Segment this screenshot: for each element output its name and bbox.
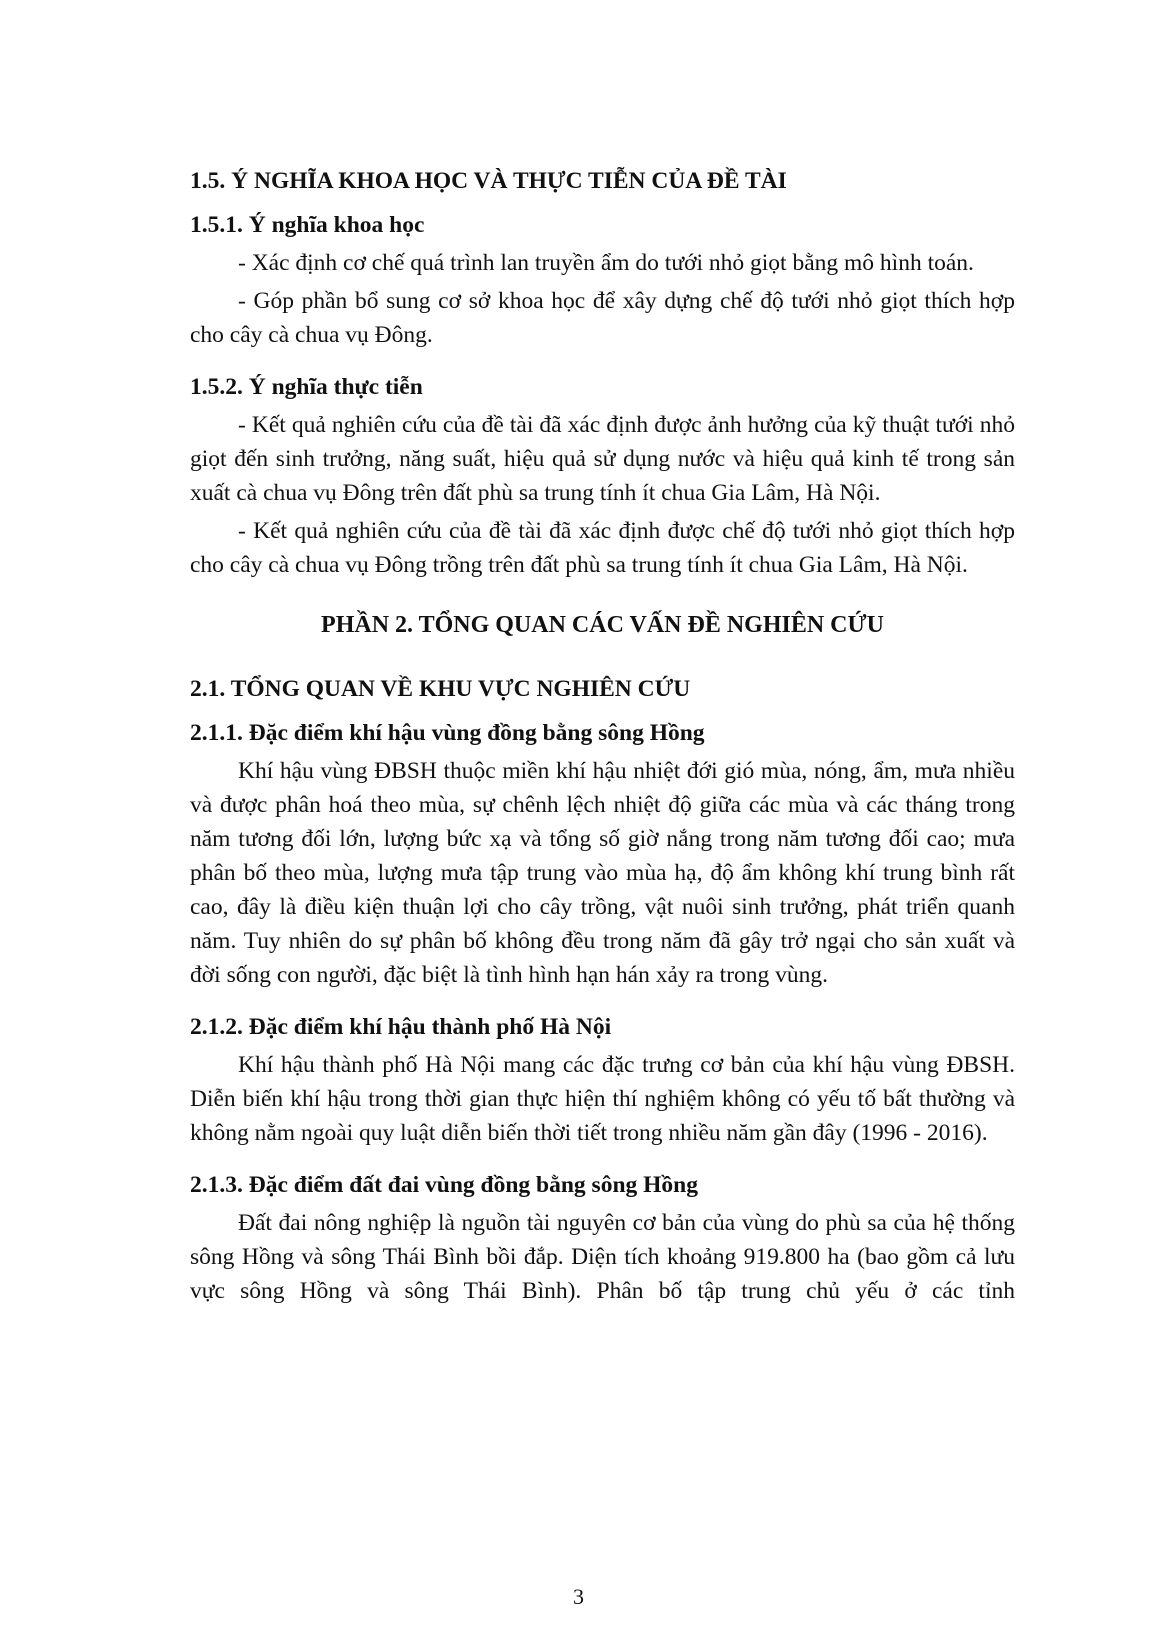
paragraph-2-1-1: Khí hậu vùng ĐBSH thuộc miền khí hậu nhiệt đới gió mùa, nóng, ẩm, mưa nhiều và được phân hoá theo mùa, sự chênh lệch nhiệt độ giữa các mùa và các tháng trong năm tương đối lớn, lượng bức xạ và tổng số giờ nắng trong năm tương đối cao; mưa phân bố theo mùa, lượng mưa tập trung vào mùa hạ, độ ẩm không khí trung bình rất cao, đây là điều kiện thuận lợi cho cây trồng, vật nuôi sinh trưởng, phát triển quanh năm. Tuy nhiên do sự phân bố không đều trong năm đã gây trở ngại cho sản xuất và đời sống con người, đặc biệt là tình hình hạn hán xảy ra trong vùng. xyxy=(190,758,1015,988)
subsection-heading-1-5-2: 1.5.2. Ý nghĩa thực tiễn xyxy=(190,374,423,400)
paragraph-1-5-1-a: - Xác định cơ chế quá trình lan truyền ẩm do tưới nhỏ giọt bằng mô hình toán. xyxy=(238,250,974,276)
part-heading-2: PHẦN 2. TỔNG QUAN CÁC VẤN ĐỀ NGHIÊN CỨU xyxy=(321,612,884,638)
subsection-heading-2-1-1: 2.1.1. Đặc điểm khí hậu vùng đồng bằng sông Hồng xyxy=(190,720,705,746)
subsection-heading-2-1-3: 2.1.3. Đặc điểm đất đai vùng đồng bằng sông Hồng xyxy=(190,1172,698,1198)
page-number: 3 xyxy=(573,1584,584,1609)
subsection-heading-1-5-1: 1.5.1. Ý nghĩa khoa học xyxy=(190,212,425,238)
section-heading-2-1: 2.1. TỔNG QUAN VỀ KHU VỰC NGHIÊN CỨU xyxy=(190,676,691,702)
paragraph-1-5-1-b: - Góp phần bổ sung cơ sở khoa học để xây dựng chế độ tưới nhỏ giọt thích hợp cho cây cà chua vụ Đông. xyxy=(190,288,1015,348)
paragraph-2-1-3: Đất đai nông nghiệp là nguồn tài nguyên cơ bản của vùng do phù sa của hệ thống sông Hồng và sông Thái Bình bồi đắp. Diện tích khoảng 919.800 ha (bao gồm cả lưu vực sông Hồng và sông Thái Bình). Phân bố tập trung chủ yếu ở các tỉnh xyxy=(190,1210,1015,1304)
paragraph-1-5-2-a: - Kết quả nghiên cứu của đề tài đã xác định được ảnh hưởng của kỹ thuật tưới nhỏ giọt đến sinh trưởng, năng suất, hiệu quả sử dụng nước và hiệu quả kinh tế trong sản xuất cà chua vụ Đông trên đất phù sa trung tính ít chua Gia Lâm, Hà Nội. xyxy=(190,412,1015,506)
document-page xyxy=(190,150,1015,1308)
paragraph-2-1-2: Khí hậu thành phố Hà Nội mang các đặc trưng cơ bản của khí hậu vùng ĐBSH. Diễn biến khí hậu trong thời gian thực hiện thí nghiệm không có yếu tố bất thường và không nằm ngoài quy luật diễn biến thời tiết trong nhiều năm gần đây (1996 - 2016). xyxy=(190,1052,1015,1146)
subsection-heading-2-1-2: 2.1.2. Đặc điểm khí hậu thành phố Hà Nội xyxy=(190,1014,612,1040)
paragraph-1-5-2-b: - Kết quả nghiên cứu của đề tài đã xác định được chế độ tưới nhỏ giọt thích hợp cho cây cà chua vụ Đông trồng trên đất phù sa trung tính ít chua Gia Lâm, Hà Nội. xyxy=(190,518,1015,578)
section-heading-1-5: 1.5. Ý NGHĨA KHOA HỌC VÀ THỰC TIỄN CỦA ĐỀ TÀI xyxy=(190,168,787,194)
